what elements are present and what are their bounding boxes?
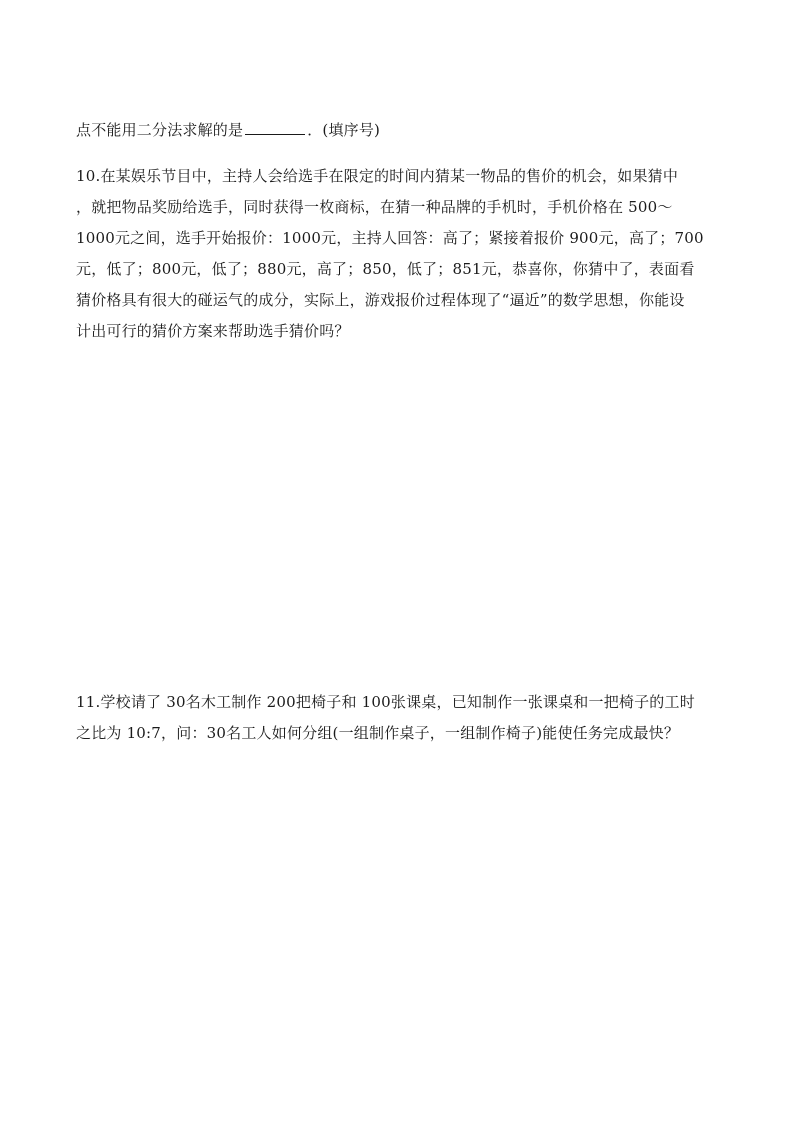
question-10-line: 1000元之间，选手开始报价：1000元，主持人回答：高了；紧接着报价 900元，高了；700 [76, 229, 704, 247]
question-10-line: 猜价格具有很大的碰运气的成分，实际上，游戏报价过程体现了“逼近”的数学思想，你能设 [76, 291, 685, 309]
question-11-line: 之比为 10:7，问：30名工人如何分组(一组制作桌子，一组制作椅子)能使任务完成最快？ [76, 724, 680, 742]
question-10-line: 10.在某娱乐节目中，主持人会给选手在限定的时间内猜某一物品的售价的机会，如果猜中 [76, 167, 679, 185]
question-9-text: 点不能用二分法求解的是 [76, 121, 244, 139]
question-11-line: 11.学校请了 30名木工制作 200把椅子和 100张课桌，已知制作一张课桌和一把椅子的工时 [76, 693, 695, 711]
question-9-suffix: ．(填序号) [307, 121, 381, 139]
question-10-line: ，就把物品奖励给选手，同时获得一枚商标，在猜一种品牌的手机时，手机价格在 500～ [76, 198, 673, 216]
question-10-line: 计出可行的猜价方案来帮助选手猜价吗？ [76, 322, 350, 340]
question-10-line: 元，低了；800元，低了；880元，高了；850，低了；851元，恭喜你，你猜中了，表面看 [76, 260, 695, 278]
question-9-tail [76, 120, 380, 140]
answer-blank [245, 120, 305, 135]
